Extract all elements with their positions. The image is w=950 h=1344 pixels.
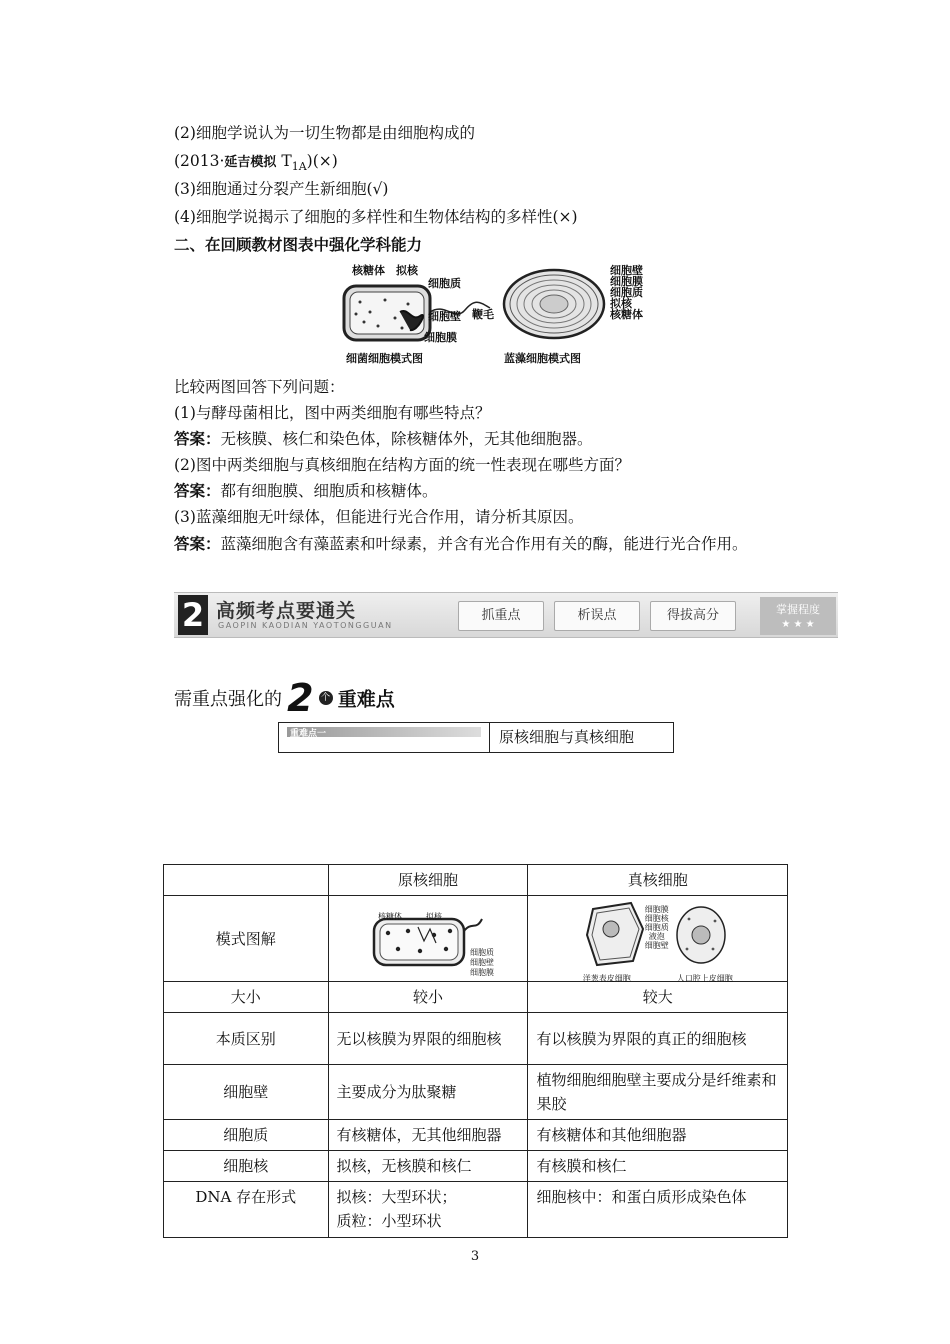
high-score-button[interactable]: 得拔高分: [650, 601, 736, 631]
mastery-level: 掌握程度 ★ ★ ★: [760, 597, 836, 635]
table-row: 细胞质 有核糖体，无其他细胞器 有核糖体和其他细胞器: [164, 1120, 788, 1151]
cyano-label-wall: 细胞壁: [610, 264, 643, 277]
section-2-heading: 二、在回顾教材图表中强化学科能力: [174, 236, 423, 254]
table-row: DNA 存在形式 拟核：大型环状； 质粒：小型环状 细胞核中：和蛋白质形成染色体: [164, 1182, 788, 1238]
answer-1: 答案：无核膜、核仁和染色体，除核糖体外，无其他细胞器。: [174, 430, 593, 448]
analyze-errors-button[interactable]: 析误点: [554, 601, 640, 631]
banner-subtitle: GAOPIN KAODIAN YAOTONGGUAN: [218, 621, 393, 630]
cyano-labels: [610, 265, 643, 320]
key-point-title: 原核细胞与真核细胞: [499, 728, 635, 746]
key-points-heading: 需重点强化的 2 个 重难点: [174, 676, 395, 720]
key-point-box: [278, 722, 674, 753]
comparison-table: [163, 864, 788, 1238]
bacteria-label-nucleoid: 拟核: [396, 264, 418, 277]
question-1: (1)与酵母菌相比，图中两类细胞有哪些特点？: [174, 404, 491, 422]
key-point-tag-cell: [279, 723, 490, 752]
table-row: 本质区别 无以核膜为界限的细胞核 有以核膜为界限的真正的细胞核: [164, 1013, 788, 1065]
cyano-caption: 蓝藻细胞模式图: [504, 352, 581, 365]
banner-number: 2: [178, 595, 208, 635]
bacteria-label-wall: 细胞壁: [428, 310, 461, 323]
bacteria-caption: 细菌细胞模式图: [346, 352, 423, 365]
bacteria-label-cytoplasm: 细胞质: [428, 277, 461, 290]
cyano-label-membrane: 细胞膜: [610, 275, 643, 288]
bacteria-label-ribosome: 核糖体: [352, 264, 385, 277]
key-point-tag: 重难点一: [290, 729, 327, 739]
statement-3: (3)细胞通过分裂产生新细胞(√): [174, 180, 389, 198]
cyano-label-ribosome: 核糖体: [610, 308, 643, 321]
bacteria-label-membrane: 细胞膜: [424, 331, 457, 344]
answer-3: 答案：蓝藻细胞含有藻蓝素和叶绿素，并含有光合作用有关的酶，能进行光合作用。: [174, 535, 748, 553]
bacteria-label-flagellum: 鞭毛: [472, 308, 494, 321]
answer-2: 答案：都有细胞膜、细胞质和核糖体。: [174, 482, 438, 500]
table-row: 细胞壁 主要成分为肽聚糖 植物细胞细胞壁主要成分是纤维素和果胶: [164, 1065, 788, 1120]
grasp-key-points-button[interactable]: 抓重点: [458, 601, 544, 631]
qa-intro: 比较两图回答下列问题：: [174, 378, 345, 396]
table-row: 细胞核 拟核，无核膜和核仁 有核膜和核仁: [164, 1151, 788, 1182]
table-row: 大小 较小 较大: [164, 982, 788, 1013]
cyano-label-nucleoid: 拟核: [610, 297, 632, 310]
table-row-diagram: 模式图解 核糖体 拟核 细胞质 细胞壁 细胞膜 细胞膜 细胞核 细胞质 液泡 细胞壁 洋葱表皮细胞 人口腔上皮细胞: [164, 896, 788, 982]
question-2: (2)图中两类细胞与真核细胞在结构方面的统一性表现在哪些方面？: [174, 456, 630, 474]
eukaryote-diagram-cell: 细胞膜 细胞核 细胞质 液泡 细胞壁 洋葱表皮细胞 人口腔上皮细胞: [528, 896, 788, 982]
cyanobacteria-diagram: [500, 266, 610, 342]
cyano-label-cytoplasm: 细胞质: [610, 286, 643, 299]
page-number: 3: [470, 1249, 480, 1264]
statement-2-source: (2013·延吉模拟 $T_{1A})(\times)$: [174, 152, 338, 174]
banner-title: 高频考点要通关: [216, 600, 357, 622]
table-header-row: 原核细胞 真核细胞: [164, 865, 788, 896]
star-icons: ★ ★ ★: [781, 619, 815, 630]
statement-2: (2)细胞学说认为一切生物都是由细胞构成的: [174, 124, 475, 142]
section-banner: [174, 592, 838, 638]
statement-4: (4)细胞学说揭示了细胞的多样性和生物体结构的多样性(×): [174, 208, 578, 226]
question-3: (3)蓝藻细胞无叶绿体，但能进行光合作用，请分析其原因。: [174, 508, 584, 526]
prokaryote-diagram-cell: 核糖体 拟核 细胞质 细胞壁 细胞膜: [328, 896, 528, 982]
